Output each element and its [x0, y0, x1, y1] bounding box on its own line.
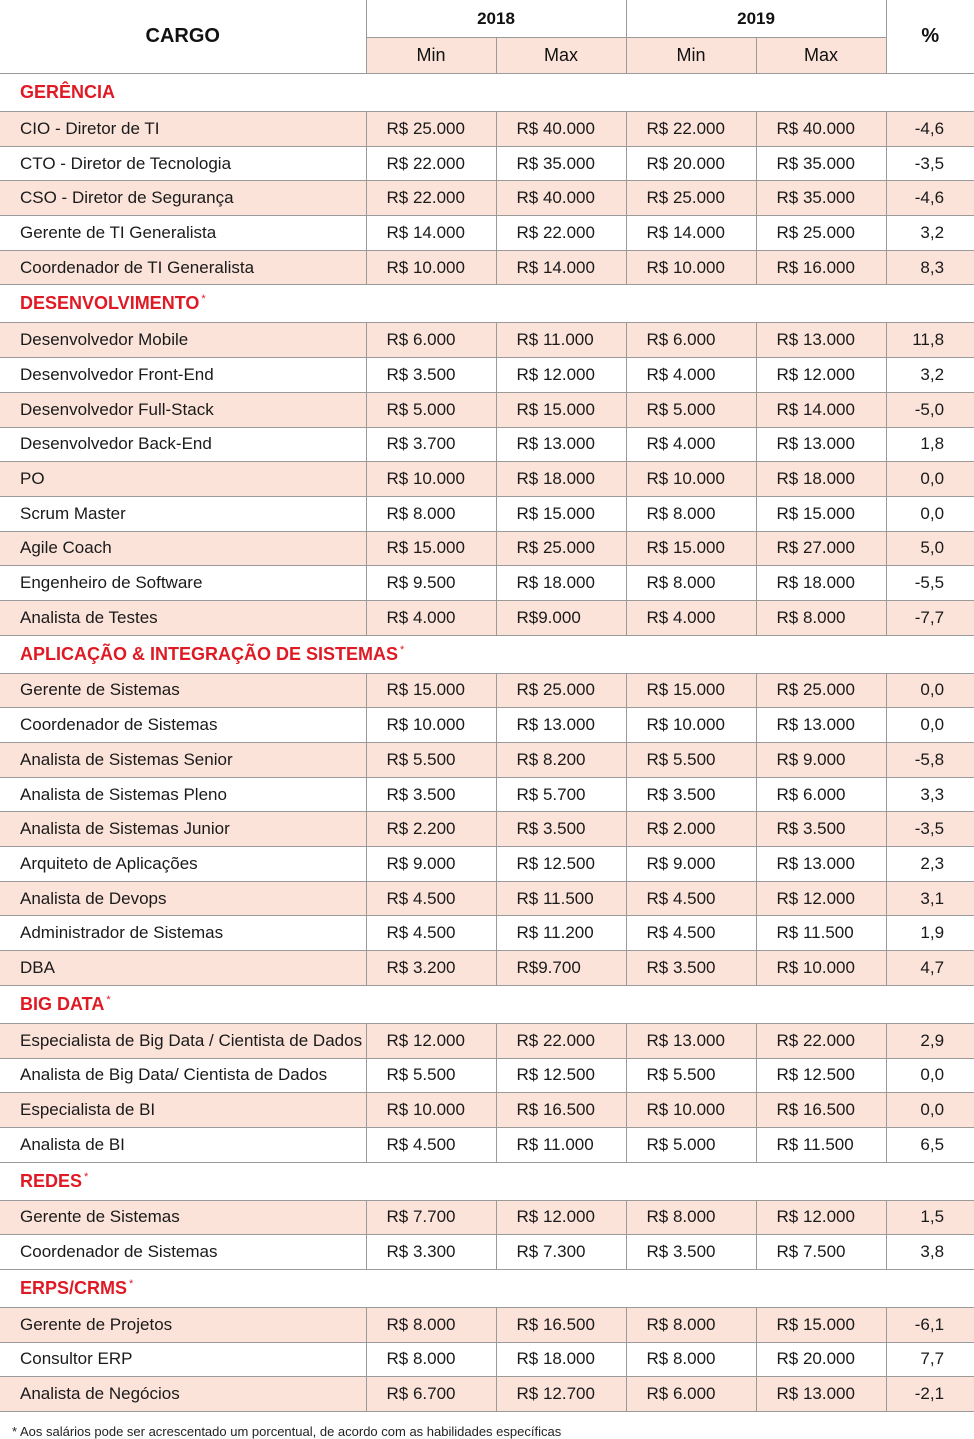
- max-2018-cell: R$ 12.700: [496, 1377, 626, 1412]
- cargo-cell: Gerente de TI Generalista: [0, 216, 366, 251]
- min-2019-cell: R$ 4.500: [626, 916, 756, 951]
- percent-cell: 1,9: [886, 916, 974, 951]
- min-2018-cell: R$ 10.000: [366, 708, 496, 743]
- cargo-cell: Analista de Big Data/ Cientista de Dados: [0, 1058, 366, 1093]
- max-2018-cell: R$ 18.000: [496, 566, 626, 601]
- header-year-2019: 2019: [626, 0, 886, 38]
- min-2018-cell: R$ 4.500: [366, 1127, 496, 1162]
- min-2019-cell: R$ 4.500: [626, 881, 756, 916]
- table-row: [0, 531, 974, 566]
- percent-cell: 2,9: [886, 1023, 974, 1058]
- section-asterisk: *: [129, 1277, 134, 1290]
- table-row: [0, 812, 974, 847]
- cargo-cell: Gerente de Projetos: [0, 1307, 366, 1342]
- table-row: [0, 250, 974, 285]
- min-2019-cell: R$ 2.000: [626, 812, 756, 847]
- min-2019-cell: R$ 3.500: [626, 951, 756, 986]
- cargo-cell: Analista de Negócios: [0, 1377, 366, 1412]
- max-2018-cell: R$9.700: [496, 951, 626, 986]
- section-title-cell: [0, 985, 974, 1023]
- max-2018-cell: R$ 18.000: [496, 462, 626, 497]
- min-2019-cell: R$ 20.000: [626, 146, 756, 181]
- min-2019-cell: R$ 3.500: [626, 777, 756, 812]
- table-body: [0, 74, 974, 1412]
- section-title: APLICAÇÃO & INTEGRAÇÃO DE SISTEMAS: [20, 643, 399, 664]
- footnote: * Aos salários pode ser acrescentado um porcentual, de acordo com as habilidades específicas: [12, 1424, 562, 1439]
- max-2019-cell: R$ 7.500: [756, 1235, 886, 1270]
- min-2018-cell: R$ 3.200: [366, 951, 496, 986]
- percent-cell: -4,6: [886, 112, 974, 147]
- min-2018-cell: R$ 22.000: [366, 146, 496, 181]
- section-asterisk: *: [201, 293, 206, 306]
- min-2019-cell: R$ 8.000: [626, 496, 756, 531]
- max-2019-cell: R$ 11.500: [756, 1127, 886, 1162]
- min-2018-cell: R$ 3.500: [366, 358, 496, 393]
- min-2019-cell: R$ 8.000: [626, 1307, 756, 1342]
- cargo-cell: Gerente de Sistemas: [0, 1200, 366, 1235]
- min-2019-cell: R$ 5.500: [626, 743, 756, 778]
- header-cargo: CARGO: [0, 0, 366, 74]
- max-2018-cell: R$ 15.000: [496, 496, 626, 531]
- table-row: [0, 1377, 974, 1412]
- cargo-cell: CSO - Diretor de Segurança: [0, 181, 366, 216]
- table-row: [0, 1307, 974, 1342]
- section-title: DESENVOLVIMENTO: [20, 293, 200, 314]
- max-2019-cell: R$ 35.000: [756, 146, 886, 181]
- max-2018-cell: R$ 25.000: [496, 673, 626, 708]
- cargo-cell: Scrum Master: [0, 496, 366, 531]
- table-header: [0, 0, 974, 74]
- max-2019-cell: R$ 3.500: [756, 812, 886, 847]
- percent-cell: 3,8: [886, 1235, 974, 1270]
- percent-cell: 4,7: [886, 951, 974, 986]
- percent-cell: -7,7: [886, 600, 974, 635]
- table-row: [0, 847, 974, 882]
- percent-cell: 3,3: [886, 777, 974, 812]
- min-2019-cell: R$ 15.000: [626, 531, 756, 566]
- cargo-cell: Coordenador de Sistemas: [0, 708, 366, 743]
- min-2019-cell: R$ 3.500: [626, 1235, 756, 1270]
- min-2019-cell: R$ 8.000: [626, 1342, 756, 1377]
- min-2018-cell: R$ 3.300: [366, 1235, 496, 1270]
- section-title-cell: [0, 285, 974, 323]
- max-2019-cell: R$ 12.000: [756, 881, 886, 916]
- section-title: GERÊNCIA: [20, 82, 116, 102]
- cargo-cell: Analista de Sistemas Pleno: [0, 777, 366, 812]
- table-row: [0, 112, 974, 147]
- table-row: [0, 1058, 974, 1093]
- cargo-cell: Desenvolvedor Back-End: [0, 427, 366, 462]
- max-2018-cell: R$ 11.200: [496, 916, 626, 951]
- min-2018-cell: R$ 6.700: [366, 1377, 496, 1412]
- table-row: [0, 496, 974, 531]
- table-row: [0, 427, 974, 462]
- percent-cell: 1,5: [886, 1200, 974, 1235]
- cargo-cell: Arquiteto de Aplicações: [0, 847, 366, 882]
- min-2019-cell: R$ 8.000: [626, 1200, 756, 1235]
- cargo-cell: Engenheiro de Software: [0, 566, 366, 601]
- percent-cell: 6,5: [886, 1127, 974, 1162]
- percent-cell: 0,0: [886, 1058, 974, 1093]
- table-row: [0, 777, 974, 812]
- min-2018-cell: R$ 15.000: [366, 531, 496, 566]
- min-2019-cell: R$ 10.000: [626, 708, 756, 743]
- section-title: BIG DATA: [20, 993, 105, 1014]
- cargo-cell: Desenvolvedor Front-End: [0, 358, 366, 393]
- section-title-cell: [0, 1162, 974, 1200]
- min-2018-cell: R$ 4.000: [366, 600, 496, 635]
- min-2019-cell: R$ 10.000: [626, 250, 756, 285]
- cargo-cell: PO: [0, 462, 366, 497]
- percent-cell: 0,0: [886, 1093, 974, 1128]
- max-2019-cell: R$ 13.000: [756, 847, 886, 882]
- cargo-cell: Analista de BI: [0, 1127, 366, 1162]
- min-2019-cell: R$ 5.500: [626, 1058, 756, 1093]
- table-row: [0, 951, 974, 986]
- max-2018-cell: R$ 13.000: [496, 427, 626, 462]
- min-2018-cell: R$ 8.000: [366, 496, 496, 531]
- min-2018-cell: R$ 10.000: [366, 462, 496, 497]
- max-2019-cell: R$ 15.000: [756, 496, 886, 531]
- max-2019-cell: R$ 13.000: [756, 323, 886, 358]
- max-2018-cell: R$ 16.500: [496, 1307, 626, 1342]
- percent-cell: 11,8: [886, 323, 974, 358]
- table-row: [0, 1127, 974, 1162]
- cargo-cell: Analista de Sistemas Senior: [0, 743, 366, 778]
- min-2018-cell: R$ 5.000: [366, 392, 496, 427]
- min-2019-cell: R$ 15.000: [626, 673, 756, 708]
- table-row: [0, 881, 974, 916]
- section-title-cell: [0, 635, 974, 673]
- percent-cell: -2,1: [886, 1377, 974, 1412]
- min-2019-cell: R$ 25.000: [626, 181, 756, 216]
- max-2019-cell: R$ 27.000: [756, 531, 886, 566]
- min-2019-cell: R$ 13.000: [626, 1023, 756, 1058]
- max-2018-cell: R$ 22.000: [496, 216, 626, 251]
- min-2018-cell: R$ 12.000: [366, 1023, 496, 1058]
- cargo-cell: Gerente de Sistemas: [0, 673, 366, 708]
- section-header: [0, 285, 974, 323]
- table-row: [0, 708, 974, 743]
- min-2018-cell: R$ 4.500: [366, 916, 496, 951]
- section-title-cell: [0, 74, 974, 112]
- max-2019-cell: R$ 25.000: [756, 216, 886, 251]
- max-2018-cell: R$ 40.000: [496, 181, 626, 216]
- table-row: [0, 216, 974, 251]
- min-2018-cell: R$ 2.200: [366, 812, 496, 847]
- percent-cell: 3,1: [886, 881, 974, 916]
- max-2019-cell: R$ 18.000: [756, 462, 886, 497]
- section-header: [0, 1269, 974, 1307]
- table-row: [0, 1093, 974, 1128]
- min-2018-cell: R$ 8.000: [366, 1307, 496, 1342]
- percent-cell: 3,2: [886, 216, 974, 251]
- min-2018-cell: R$ 4.500: [366, 881, 496, 916]
- max-2019-cell: R$ 20.000: [756, 1342, 886, 1377]
- max-2018-cell: R$ 22.000: [496, 1023, 626, 1058]
- max-2019-cell: R$ 13.000: [756, 708, 886, 743]
- percent-cell: -5,8: [886, 743, 974, 778]
- header-year-2018: 2018: [366, 0, 626, 38]
- max-2018-cell: R$ 35.000: [496, 146, 626, 181]
- min-2018-cell: R$ 8.000: [366, 1342, 496, 1377]
- section-header: [0, 74, 974, 112]
- cargo-cell: Administrador de Sistemas: [0, 916, 366, 951]
- min-2018-cell: R$ 15.000: [366, 673, 496, 708]
- table-row: [0, 392, 974, 427]
- cargo-cell: Coordenador de TI Generalista: [0, 250, 366, 285]
- min-2019-cell: R$ 4.000: [626, 600, 756, 635]
- cargo-cell: DBA: [0, 951, 366, 986]
- table-row: [0, 358, 974, 393]
- max-2018-cell: R$ 13.000: [496, 708, 626, 743]
- cargo-cell: CIO - Diretor de TI: [0, 112, 366, 147]
- max-2018-cell: R$ 12.000: [496, 1200, 626, 1235]
- cargo-cell: Especialista de Big Data / Cientista de Dados: [0, 1023, 366, 1058]
- max-2018-cell: R$9.000: [496, 600, 626, 635]
- max-2018-cell: R$ 3.500: [496, 812, 626, 847]
- table-row: [0, 1023, 974, 1058]
- max-2019-cell: R$ 13.000: [756, 427, 886, 462]
- section-title: REDES: [20, 1170, 83, 1191]
- max-2019-cell: R$ 15.000: [756, 1307, 886, 1342]
- max-2018-cell: R$ 15.000: [496, 392, 626, 427]
- max-2019-cell: R$ 6.000: [756, 777, 886, 812]
- header-2018-max: Max: [496, 38, 626, 74]
- max-2018-cell: R$ 16.500: [496, 1093, 626, 1128]
- min-2019-cell: R$ 10.000: [626, 1093, 756, 1128]
- section-asterisk: *: [106, 993, 111, 1006]
- min-2018-cell: R$ 22.000: [366, 181, 496, 216]
- cargo-cell: CTO - Diretor de Tecnologia: [0, 146, 366, 181]
- min-2019-cell: R$ 9.000: [626, 847, 756, 882]
- header-2018-min: Min: [366, 38, 496, 74]
- percent-cell: 7,7: [886, 1342, 974, 1377]
- table-row: [0, 181, 974, 216]
- section-header: [0, 635, 974, 673]
- section-header: [0, 1162, 974, 1200]
- percent-cell: 0,0: [886, 496, 974, 531]
- max-2019-cell: R$ 11.500: [756, 916, 886, 951]
- cargo-cell: Desenvolvedor Full-Stack: [0, 392, 366, 427]
- header-2019-min: Min: [626, 38, 756, 74]
- min-2018-cell: R$ 25.000: [366, 112, 496, 147]
- min-2019-cell: R$ 10.000: [626, 462, 756, 497]
- max-2018-cell: R$ 7.300: [496, 1235, 626, 1270]
- max-2018-cell: R$ 5.700: [496, 777, 626, 812]
- max-2019-cell: R$ 12.000: [756, 1200, 886, 1235]
- max-2019-cell: R$ 10.000: [756, 951, 886, 986]
- max-2018-cell: R$ 12.500: [496, 847, 626, 882]
- cargo-cell: Especialista de BI: [0, 1093, 366, 1128]
- cargo-cell: Agile Coach: [0, 531, 366, 566]
- cargo-cell: Analista de Devops: [0, 881, 366, 916]
- cargo-cell: Consultor ERP: [0, 1342, 366, 1377]
- min-2019-cell: R$ 14.000: [626, 216, 756, 251]
- header-2019-max: Max: [756, 38, 886, 74]
- min-2018-cell: R$ 3.500: [366, 777, 496, 812]
- min-2018-cell: R$ 10.000: [366, 250, 496, 285]
- min-2019-cell: R$ 6.000: [626, 323, 756, 358]
- max-2018-cell: R$ 18.000: [496, 1342, 626, 1377]
- table-row: [0, 743, 974, 778]
- table-row: [0, 146, 974, 181]
- percent-cell: 0,0: [886, 462, 974, 497]
- max-2019-cell: R$ 12.000: [756, 358, 886, 393]
- min-2019-cell: R$ 6.000: [626, 1377, 756, 1412]
- max-2019-cell: R$ 14.000: [756, 392, 886, 427]
- section-asterisk: *: [84, 1170, 89, 1183]
- table-row: [0, 916, 974, 951]
- min-2019-cell: R$ 4.000: [626, 358, 756, 393]
- max-2018-cell: R$ 11.500: [496, 881, 626, 916]
- max-2018-cell: R$ 12.500: [496, 1058, 626, 1093]
- percent-cell: -5,0: [886, 392, 974, 427]
- min-2018-cell: R$ 10.000: [366, 1093, 496, 1128]
- table-row: [0, 1342, 974, 1377]
- max-2019-cell: R$ 8.000: [756, 600, 886, 635]
- max-2019-cell: R$ 25.000: [756, 673, 886, 708]
- max-2018-cell: R$ 25.000: [496, 531, 626, 566]
- min-2019-cell: R$ 5.000: [626, 1127, 756, 1162]
- max-2018-cell: R$ 14.000: [496, 250, 626, 285]
- max-2019-cell: R$ 35.000: [756, 181, 886, 216]
- cargo-cell: Analista de Sistemas Junior: [0, 812, 366, 847]
- max-2019-cell: R$ 16.500: [756, 1093, 886, 1128]
- min-2018-cell: R$ 6.000: [366, 323, 496, 358]
- max-2019-cell: R$ 12.500: [756, 1058, 886, 1093]
- max-2019-cell: R$ 9.000: [756, 743, 886, 778]
- table-row: [0, 462, 974, 497]
- percent-cell: 1,8: [886, 427, 974, 462]
- cargo-cell: Analista de Testes: [0, 600, 366, 635]
- max-2019-cell: R$ 16.000: [756, 250, 886, 285]
- min-2019-cell: R$ 4.000: [626, 427, 756, 462]
- max-2018-cell: R$ 40.000: [496, 112, 626, 147]
- percent-cell: 3,2: [886, 358, 974, 393]
- cargo-cell: Coordenador de Sistemas: [0, 1235, 366, 1270]
- min-2019-cell: R$ 8.000: [626, 566, 756, 601]
- percent-cell: 8,3: [886, 250, 974, 285]
- min-2018-cell: R$ 5.500: [366, 1058, 496, 1093]
- percent-cell: -3,5: [886, 146, 974, 181]
- max-2018-cell: R$ 11.000: [496, 1127, 626, 1162]
- min-2018-cell: R$ 5.500: [366, 743, 496, 778]
- percent-cell: 2,3: [886, 847, 974, 882]
- percent-cell: -6,1: [886, 1307, 974, 1342]
- table-row: [0, 1200, 974, 1235]
- max-2019-cell: R$ 40.000: [756, 112, 886, 147]
- min-2018-cell: R$ 14.000: [366, 216, 496, 251]
- header-percent: %: [886, 0, 974, 74]
- percent-cell: -3,5: [886, 812, 974, 847]
- max-2019-cell: R$ 18.000: [756, 566, 886, 601]
- min-2018-cell: R$ 7.700: [366, 1200, 496, 1235]
- min-2018-cell: R$ 9.500: [366, 566, 496, 601]
- percent-cell: 0,0: [886, 673, 974, 708]
- table-row: [0, 323, 974, 358]
- max-2019-cell: R$ 13.000: [756, 1377, 886, 1412]
- min-2019-cell: R$ 5.000: [626, 392, 756, 427]
- table-row: [0, 1235, 974, 1270]
- percent-cell: -5,5: [886, 566, 974, 601]
- max-2018-cell: R$ 12.000: [496, 358, 626, 393]
- table-row: [0, 566, 974, 601]
- percent-cell: 5,0: [886, 531, 974, 566]
- percent-cell: 0,0: [886, 708, 974, 743]
- section-title: ERPS/CRMS: [20, 1277, 128, 1298]
- min-2018-cell: R$ 3.700: [366, 427, 496, 462]
- min-2018-cell: R$ 9.000: [366, 847, 496, 882]
- cargo-cell: Desenvolvedor Mobile: [0, 323, 366, 358]
- table-row: [0, 673, 974, 708]
- table-row: [0, 600, 974, 635]
- max-2018-cell: R$ 11.000: [496, 323, 626, 358]
- percent-cell: -4,6: [886, 181, 974, 216]
- max-2018-cell: R$ 8.200: [496, 743, 626, 778]
- section-asterisk: *: [400, 643, 405, 656]
- section-title-cell: [0, 1269, 974, 1307]
- section-header: [0, 985, 974, 1023]
- min-2019-cell: R$ 22.000: [626, 112, 756, 147]
- max-2019-cell: R$ 22.000: [756, 1023, 886, 1058]
